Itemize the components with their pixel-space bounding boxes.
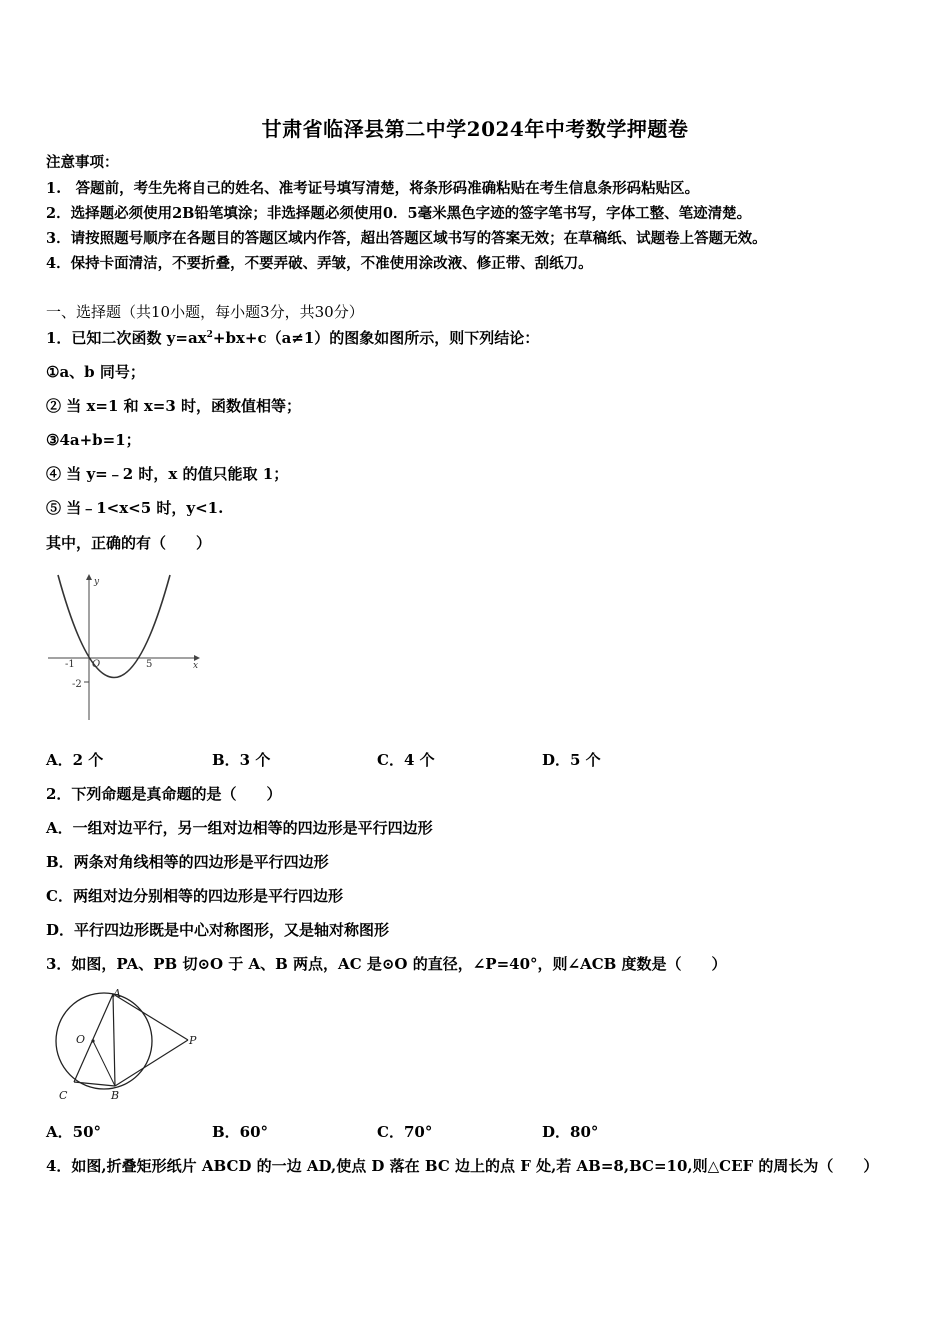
q1-stem [46, 327, 539, 348]
q1-stem-sup: 2 [206, 330, 213, 340]
q3-option-a[interactable]: A．50° [46, 1123, 102, 1141]
section-heading: 一、选择题（共10小题，每小题3分，共30分） [46, 303, 364, 321]
label-c: C [59, 1089, 68, 1102]
q1-option-a[interactable]: A．2 个 [46, 751, 104, 769]
tangent-pa [113, 994, 188, 1040]
notice-item: 2．选择题必须使用2B铅笔填涂；非选择题必须使用0．5毫米黑色字迹的签字笔书写，字体工整、笔迹清楚。 [46, 205, 752, 222]
q2-option-d[interactable]: D．平行四边形既是中心对称图形，又是轴对称图形 [46, 921, 390, 939]
center-point [91, 1039, 94, 1042]
label-b: B [111, 1089, 120, 1102]
q2-option-c[interactable]: C．两组对边分别相等的四边形是平行四边形 [46, 887, 343, 905]
q1-conclusion: ④ 当 y=﹣2 时，x 的值只能取 1； [46, 465, 289, 483]
chord-cb [74, 1082, 115, 1086]
q1-parabola-figure [44, 570, 204, 725]
q1-option-c[interactable]: C．4 个 [377, 751, 435, 769]
tick-label-neg1: -1 [65, 659, 75, 670]
label-a: A [113, 987, 121, 1000]
q3-circle-figure [40, 985, 210, 1105]
label-o: O [76, 1033, 86, 1046]
circle-o [56, 993, 152, 1089]
x-axis-label: x [193, 661, 199, 671]
q2-option-a[interactable]: A．一组对边平行，另一组对边相等的四边形是平行四边形 [46, 819, 433, 837]
y-axis-label: y [94, 577, 100, 587]
origin-label: O [92, 659, 101, 670]
q1-option-b[interactable]: B．3 个 [212, 751, 271, 769]
q1-conclusion: ② 当 x=1 和 x=3 时，函数值相等； [46, 397, 302, 415]
q3-option-d[interactable]: D．80° [542, 1123, 599, 1141]
q1-stem-part1: 1．已知二次函数 y=ax [46, 329, 207, 347]
q1-option-d[interactable]: D．5 个 [542, 751, 601, 769]
notice-item: 4．保持卡面清洁，不要折叠，不要弄破、弄皱，不准使用涂改液、修正带、刮纸刀。 [46, 255, 593, 272]
chord-ab [113, 994, 115, 1086]
q3-option-c[interactable]: C．70° [377, 1123, 433, 1141]
q2-stem: 2．下列命题是真命题的是（ ） [46, 785, 282, 803]
q4-stem: 4．如图,折叠矩形纸片 ABCD 的一边 AD,使点 D 落在 BC 边上的点 F 处,若 AB=8,BC=10,则△CEF 的周长为（ ） [46, 1157, 879, 1175]
page-title: 甘肃省临泽县第二中学2024年中考数学押题卷 [261, 117, 689, 141]
q1-conclusion: ①a、b 同号； [46, 363, 145, 381]
tick-label-neg2: -2 [72, 679, 82, 690]
radius-ob [93, 1041, 115, 1086]
q3-option-b[interactable]: B．60° [212, 1123, 269, 1141]
q1-stem-part2: +bx+c（a≠1）的图象如图所示，则下列结论： [212, 329, 540, 347]
label-p: P [189, 1034, 197, 1047]
y-axis-arrow [86, 574, 92, 580]
notice-heading: 注意事项： [46, 154, 119, 171]
notice-item: 1. 答题前，考生先将自己的姓名、准考证号填写清楚，将条形码准确粘贴在考生信息条形码粘贴区。 [46, 180, 700, 197]
q1-conclusion: ⑤ 当﹣1<x<5 时，y<1. [46, 499, 224, 517]
notice-item: 3．请按照题号顺序在各题目的答题区域内作答，超出答题区域书写的答案无效；在草稿纸、试题卷上答题无效。 [46, 230, 767, 247]
tick-label-5: 5 [146, 659, 153, 670]
q1-conclusion: ③4a+b=1； [46, 431, 141, 449]
q1-prompt: 其中，正确的有（ ） [46, 534, 212, 552]
parabola-curve [58, 575, 170, 678]
q3-stem: 3．如图，PA、PB 切⊙O 于 A、B 两点，AC 是⊙O 的直径，∠P=40°，则∠ACB 度数是（ ） [46, 955, 727, 973]
q2-option-b[interactable]: B．两条对角线相等的四边形是平行四边形 [46, 853, 329, 871]
